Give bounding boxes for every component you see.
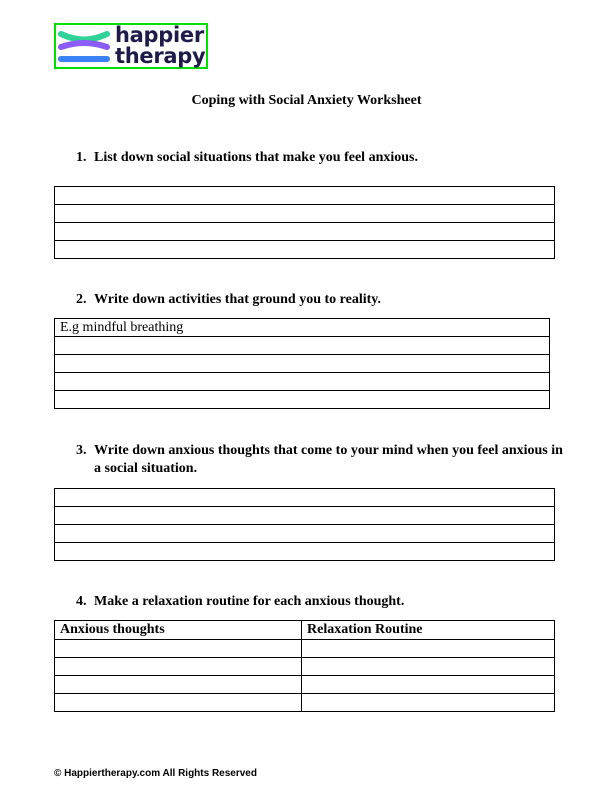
question-number: 3. [76, 443, 87, 458]
worksheet-title: Coping with Social Anxiety Worksheet [191, 93, 422, 108]
table-cell[interactable] [55, 640, 302, 658]
answer-line[interactable] [55, 543, 555, 561]
copyright-footer: © Happiertherapy.com All Rights Reserved [54, 768, 257, 779]
answer-line-example[interactable]: E.g mindful breathing [55, 319, 550, 337]
question-text: Write down activities that ground you to reality. [94, 292, 381, 307]
logo-wordmark [115, 25, 205, 67]
table-cell[interactable] [302, 694, 555, 712]
question-text: Make a relaxation routine for each anxious thought. [94, 594, 405, 609]
answer-line[interactable] [55, 489, 555, 507]
answer-line[interactable] [55, 373, 550, 391]
answer-line[interactable] [55, 391, 550, 409]
happier-therapy-logo [54, 23, 208, 69]
table-cell[interactable] [302, 676, 555, 694]
question-number: 4. [76, 594, 87, 609]
table-cell[interactable] [302, 640, 555, 658]
table-cell[interactable] [55, 658, 302, 676]
question-number: 2. [76, 292, 87, 307]
answer-lines-2 [54, 318, 550, 409]
table-cell[interactable] [302, 658, 555, 676]
answer-line[interactable] [55, 507, 555, 525]
answer-line[interactable] [55, 337, 550, 355]
logo-line-2: therapy [115, 44, 206, 68]
column-header-anxious-thoughts: Anxious thoughts [55, 621, 302, 640]
table-cell[interactable] [55, 676, 302, 694]
answer-lines-1 [54, 186, 555, 259]
answer-line[interactable] [55, 241, 555, 259]
answer-line[interactable] [55, 525, 555, 543]
answer-line[interactable] [55, 355, 550, 373]
answer-line[interactable] [55, 187, 555, 205]
logo-line-1: happier [115, 23, 204, 47]
answer-line[interactable] [55, 223, 555, 241]
logo-stripes-icon [58, 28, 110, 66]
question-number: 1. [76, 150, 87, 165]
question-text: Write down anxious thoughts that come to your mind when you feel anxious in a social situation. [94, 443, 563, 476]
column-header-relaxation-routine: Relaxation Routine [302, 621, 555, 640]
answer-lines-3 [54, 488, 555, 561]
question-text: List down social situations that make you feel anxious. [94, 150, 418, 165]
table-cell[interactable] [55, 694, 302, 712]
answer-line[interactable] [55, 205, 555, 223]
relaxation-routine-table [54, 620, 555, 712]
